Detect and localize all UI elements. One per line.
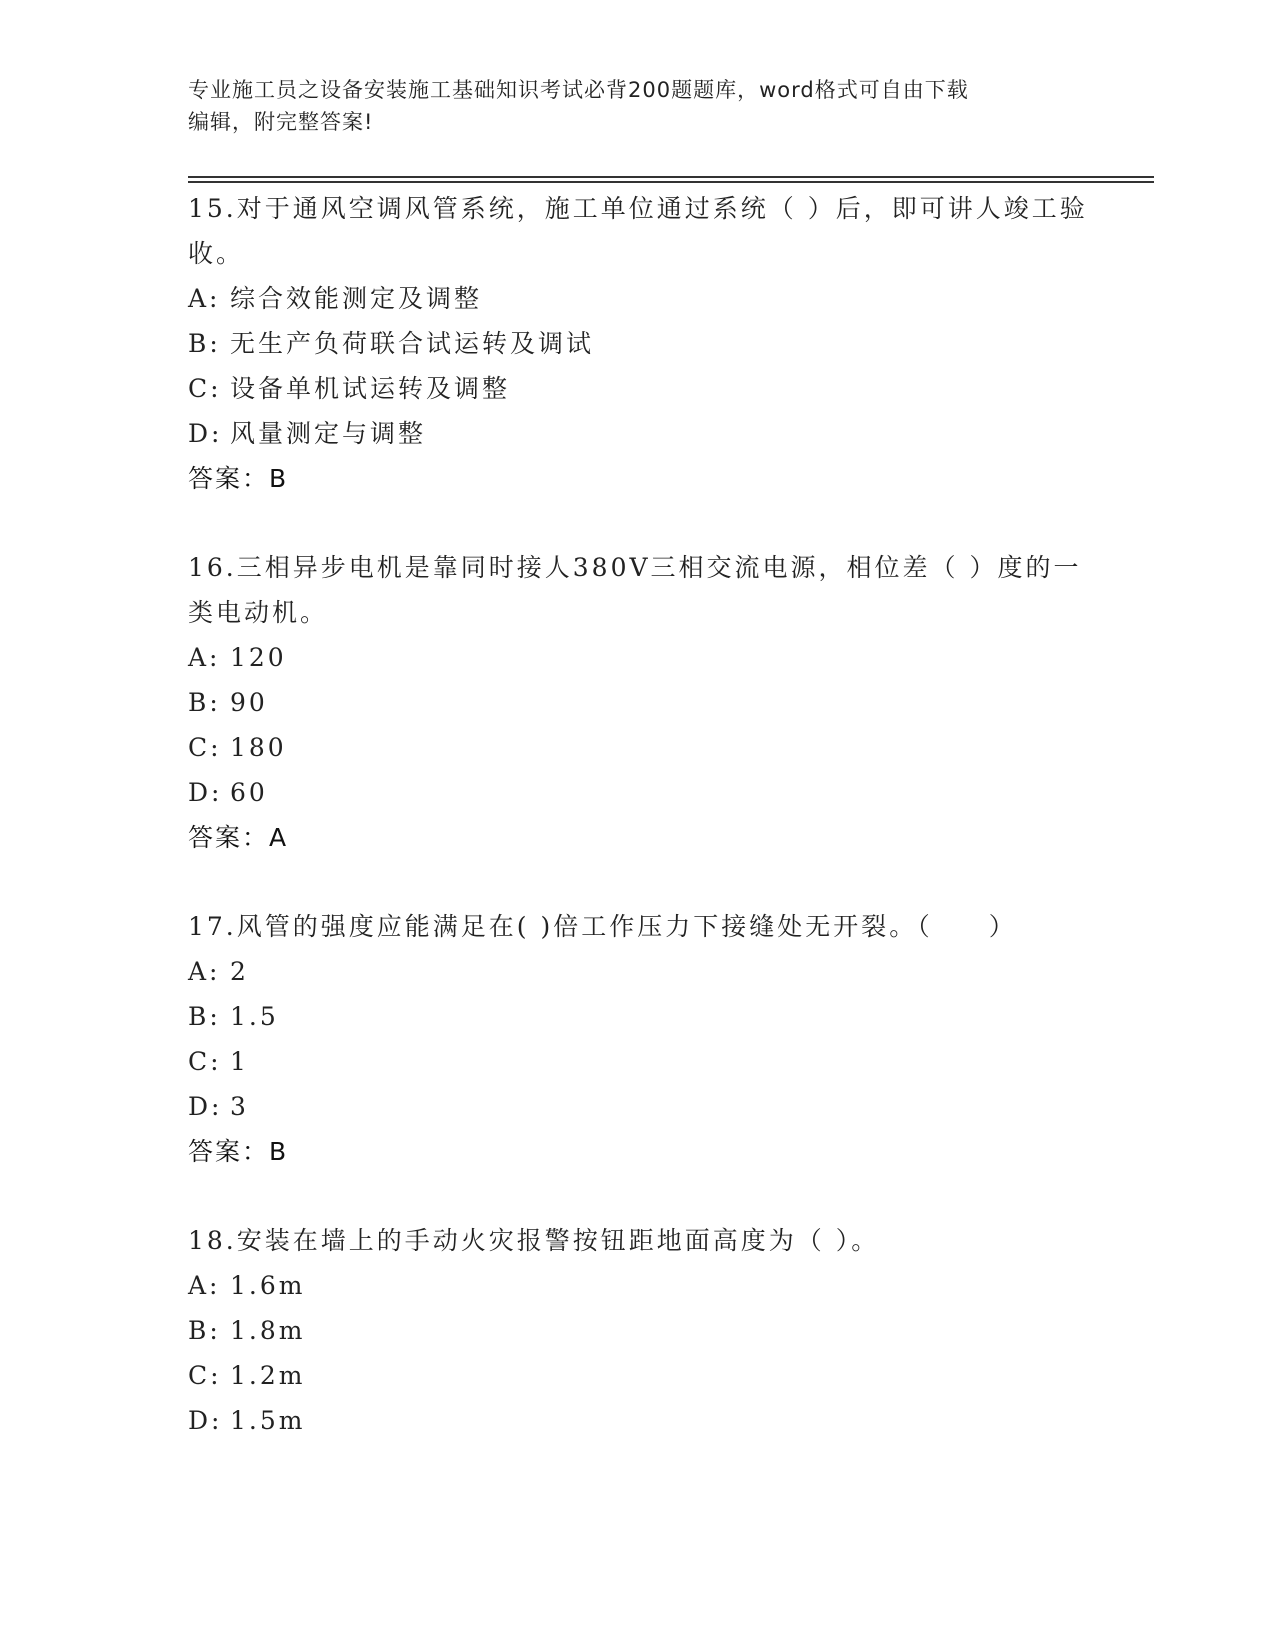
option-key: B: — [188, 1002, 221, 1031]
option-a — [188, 1263, 1088, 1308]
option-c — [188, 725, 1088, 770]
question-stem: 17.风管的强度应能满足在( )倍工作压力下接缝处无开裂。（ ） — [188, 912, 1017, 941]
question-list — [188, 186, 1088, 1487]
option-key: B: — [188, 1316, 221, 1345]
option-key: D: — [188, 1092, 223, 1121]
option-text: 1 — [230, 1047, 249, 1076]
question-stem: 16.三相异步电机是靠同时接人380V三相交流电源，相位差（ ）度的一类电动机。 — [188, 553, 1082, 627]
option-b — [188, 680, 1088, 725]
question-18 — [188, 1218, 1088, 1443]
answer-line: 答案：B — [188, 1137, 289, 1166]
option-c — [188, 366, 1088, 411]
option-b — [188, 994, 1088, 1039]
option-key: C: — [188, 1361, 222, 1390]
option-text: 90 — [230, 688, 268, 717]
question-stem: 15.对于通风空调风管系统，施工单位通过系统（ ）后，即可讲人竣工验收。 — [188, 194, 1088, 268]
option-text: 1.5m — [230, 1406, 306, 1435]
option-text: 无生产负荷联合试运转及调试 — [230, 329, 595, 358]
option-text: 1.8m — [230, 1316, 306, 1345]
option-text: 设备单机试运转及调整 — [230, 374, 511, 403]
header-line-2: 编辑，附完整答案! — [188, 110, 374, 134]
option-key: B: — [188, 688, 221, 717]
question-stem: 18.安装在墙上的手动火灾报警按钮距地面高度为（ ）。 — [188, 1226, 880, 1255]
option-key: C: — [188, 733, 222, 762]
answer-line: 答案：B — [188, 464, 289, 493]
option-a — [188, 635, 1088, 680]
option-text: 120 — [230, 643, 287, 672]
option-key: C: — [188, 1047, 222, 1076]
option-b — [188, 321, 1088, 366]
option-text: 1.5 — [230, 1002, 279, 1031]
option-key: D: — [188, 419, 223, 448]
option-key: A: — [188, 643, 221, 672]
option-a — [188, 949, 1088, 994]
option-text: 2 — [230, 957, 249, 986]
option-key: A: — [188, 957, 221, 986]
option-text: 综合效能测定及调整 — [230, 284, 483, 313]
option-text: 1.2m — [230, 1361, 306, 1390]
option-text: 3 — [230, 1092, 249, 1121]
option-text: 180 — [230, 733, 287, 762]
option-text: 60 — [230, 778, 268, 807]
option-d — [188, 411, 1088, 456]
option-key: C: — [188, 374, 222, 403]
header-line-1: 专业施工员之设备安装施工基础知识考试必背200题题库，word格式可自由下载 — [188, 78, 969, 102]
option-key: D: — [188, 1406, 223, 1435]
question-16 — [188, 545, 1088, 860]
option-text: 1.6m — [230, 1271, 306, 1300]
option-d — [188, 1084, 1088, 1129]
option-d — [188, 770, 1088, 815]
option-key: B: — [188, 329, 221, 358]
question-15 — [188, 186, 1088, 501]
option-b — [188, 1308, 1088, 1353]
document-header — [188, 74, 1068, 138]
option-key: D: — [188, 778, 223, 807]
option-c — [188, 1353, 1088, 1398]
option-key: A: — [188, 1271, 221, 1300]
header-divider-bottom — [188, 181, 1154, 183]
option-text: 风量测定与调整 — [230, 419, 427, 448]
option-key: A: — [188, 284, 221, 313]
question-17 — [188, 904, 1088, 1174]
option-c — [188, 1039, 1088, 1084]
header-divider-top — [188, 176, 1154, 178]
option-d — [188, 1398, 1088, 1443]
option-a — [188, 276, 1088, 321]
answer-line: 答案：A — [188, 823, 289, 852]
